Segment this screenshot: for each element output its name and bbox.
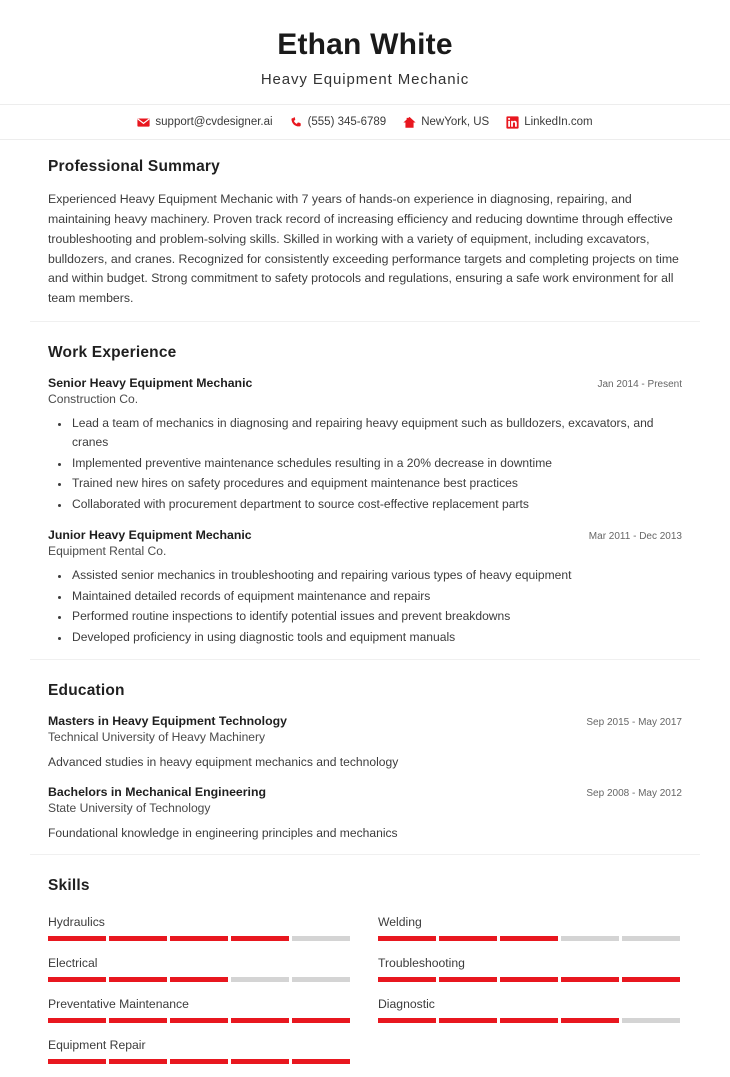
section-title-education: Education <box>48 681 125 699</box>
skill-item <box>378 909 680 950</box>
education-entry <box>48 785 682 842</box>
list-item: • Performed routine inspections to identify potential issues and prevent breakdowns <box>70 607 682 626</box>
linkedin-icon <box>506 116 519 129</box>
skill-rating-segment <box>439 977 497 982</box>
contact-item-location[interactable] <box>403 116 489 129</box>
skill-rating-bar <box>378 1018 680 1023</box>
education-entry-description: Advanced studies in heavy equipment mechanics and technology <box>48 754 399 769</box>
skill-rating-segment <box>292 1018 350 1023</box>
skill-label: Troubleshooting <box>378 956 465 971</box>
phone-icon <box>290 116 303 129</box>
section-education <box>30 664 700 859</box>
skill-rating-segment <box>48 1018 106 1023</box>
skill-rating-segment <box>439 1018 497 1023</box>
list-item: • Trained new hires on safety procedures and equipment maintenance best practices <box>70 474 682 493</box>
skill-item <box>378 991 680 1032</box>
skill-item <box>48 909 350 950</box>
skill-item <box>378 950 680 991</box>
skill-rating-segment <box>170 977 228 982</box>
education-entry-school: State University of Technology <box>48 800 211 815</box>
email-icon <box>137 116 150 129</box>
skill-rating-segment <box>292 977 350 982</box>
section-title-skills: Skills <box>48 877 90 895</box>
work-entry-date: Jan 2014 - Present <box>597 379 682 391</box>
work-entry-company: Construction Co. <box>48 392 139 407</box>
skill-rating-segment <box>109 977 167 982</box>
section-professional-summary <box>30 140 700 326</box>
work-entry <box>48 528 682 647</box>
skill-rating-segment <box>231 1059 289 1064</box>
skill-rating-segment <box>500 1018 558 1023</box>
section-divider-summary <box>30 321 700 322</box>
contact-item-linkedin[interactable] <box>506 116 592 129</box>
skill-rating-segment <box>109 1059 167 1064</box>
list-item: • Assisted senior mechanics in troubleshooting and repairing various types of heavy equipment <box>70 566 682 585</box>
skill-rating-segment <box>561 977 619 982</box>
list-item: • Lead a team of mechanics in diagnosing and repairing heavy equipment such as bulldozers, excavators, and cranes <box>70 414 682 451</box>
skill-label: Diagnostic <box>378 997 435 1012</box>
resume-body <box>0 140 730 1077</box>
skill-rating-segment <box>622 1018 680 1023</box>
work-entry-bullets <box>48 414 682 514</box>
education-entry-date: Sep 2008 - May 2012 <box>586 787 682 799</box>
education-entry-header <box>48 785 682 799</box>
skill-rating-segment <box>378 936 436 941</box>
work-entry-title: Senior Heavy Equipment Mechanic <box>48 376 253 391</box>
skill-rating-segment <box>622 936 680 941</box>
education-entry-date: Sep 2015 - May 2017 <box>586 716 682 728</box>
contact-label-email: support@cvdesigner.ai <box>155 116 273 129</box>
section-divider-education <box>30 854 700 855</box>
skill-rating-bar <box>378 936 680 941</box>
skill-label: Hydraulics <box>48 915 105 930</box>
skill-item <box>48 950 350 991</box>
job-title: Heavy Equipment Mechanic <box>260 70 470 88</box>
skills-grid <box>48 909 682 1073</box>
skill-rating-segment <box>48 1059 106 1064</box>
list-item: • Developed proficiency in using diagnostic tools and equipment manuals <box>70 628 682 647</box>
skill-label: Preventative Maintenance <box>48 997 189 1012</box>
section-title-work: Work Experience <box>48 344 177 362</box>
section-title-summary: Professional Summary <box>48 157 220 175</box>
education-entry <box>48 714 682 771</box>
skill-rating-segment <box>561 1018 619 1023</box>
work-entry-company: Equipment Rental Co. <box>48 543 167 558</box>
education-entry-title: Masters in Heavy Equipment Technology <box>48 713 287 728</box>
skill-item <box>48 1032 350 1073</box>
skill-rating-segment <box>231 1018 289 1023</box>
skill-rating-segment <box>170 936 228 941</box>
skill-rating-segment <box>622 977 680 982</box>
contact-item-email[interactable] <box>137 116 272 129</box>
work-entry-title: Junior Heavy Equipment Mechanic <box>48 527 252 542</box>
skill-rating-segment <box>292 936 350 941</box>
contact-bar <box>0 105 730 139</box>
education-entry-description: Foundational knowledge in engineering principles and mechanics <box>48 825 398 840</box>
work-entry <box>48 376 682 514</box>
skill-rating-segment <box>378 977 436 982</box>
skill-rating-segment <box>231 977 289 982</box>
home-icon <box>403 116 416 129</box>
page-title: Ethan White <box>277 28 453 61</box>
skill-rating-segment <box>500 936 558 941</box>
skill-item <box>48 991 350 1032</box>
work-entry-date: Mar 2011 - Dec 2013 <box>588 530 682 542</box>
section-divider-work <box>30 659 700 660</box>
skill-rating-segment <box>439 936 497 941</box>
resume-header <box>0 0 730 104</box>
section-skills <box>30 859 700 1077</box>
skill-rating-segment <box>378 1018 436 1023</box>
skill-rating-bar <box>48 1018 350 1023</box>
skill-label: Equipment Repair <box>48 1038 146 1053</box>
skill-rating-segment <box>170 1018 228 1023</box>
list-item: • Maintained detailed records of equipment maintenance and repairs <box>70 587 682 606</box>
contact-label-phone: (555) 345-6789 <box>307 116 387 129</box>
contact-label-location: NewYork, US <box>421 116 490 129</box>
list-item: • Collaborated with procurement department to source cost-effective replacement parts <box>70 495 682 514</box>
skill-rating-segment <box>48 936 106 941</box>
contact-item-phone[interactable] <box>290 116 387 129</box>
skill-rating-segment <box>561 936 619 941</box>
work-entry-header <box>48 528 682 542</box>
contact-label-linkedin: LinkedIn.com <box>524 116 593 129</box>
section-work-experience <box>30 326 700 664</box>
skill-rating-bar <box>48 1059 350 1064</box>
list-item: • Implemented preventive maintenance schedules resulting in a 20% decrease in downtime <box>70 454 682 473</box>
skill-rating-bar <box>378 977 680 982</box>
work-entry-header <box>48 376 682 390</box>
skill-label: Electrical <box>48 956 98 971</box>
summary-text: Experienced Heavy Equipment Mechanic with 7 years of hands-on experience in diagnosing, repairing, and maintaining heavy machinery. Proven track record of increasing efficiency and reducing downtime through effective troubleshooting and problem-solving skills. Skilled in working with a variety of equipment, including excavators, bulldozers, and cranes. Recognized for consistently exceeding performance targets and completing projects on time and within budget. Strong commitment to safety protocols and regulations, ensuring a safe work environment for all team members. <box>48 191 679 306</box>
work-entry-bullets <box>48 566 682 647</box>
skill-rating-segment <box>170 1059 228 1064</box>
skill-rating-segment <box>231 936 289 941</box>
skill-rating-bar <box>48 977 350 982</box>
skill-rating-segment <box>109 936 167 941</box>
skill-rating-segment <box>292 1059 350 1064</box>
education-entry-school: Technical University of Heavy Machinery <box>48 729 266 744</box>
skill-rating-segment <box>500 977 558 982</box>
education-entry-title: Bachelors in Mechanical Engineering <box>48 784 266 799</box>
skill-rating-bar <box>48 936 350 941</box>
skill-rating-segment <box>109 1018 167 1023</box>
skill-rating-segment <box>48 977 106 982</box>
skill-label: Welding <box>378 915 422 930</box>
education-entry-header <box>48 714 682 728</box>
